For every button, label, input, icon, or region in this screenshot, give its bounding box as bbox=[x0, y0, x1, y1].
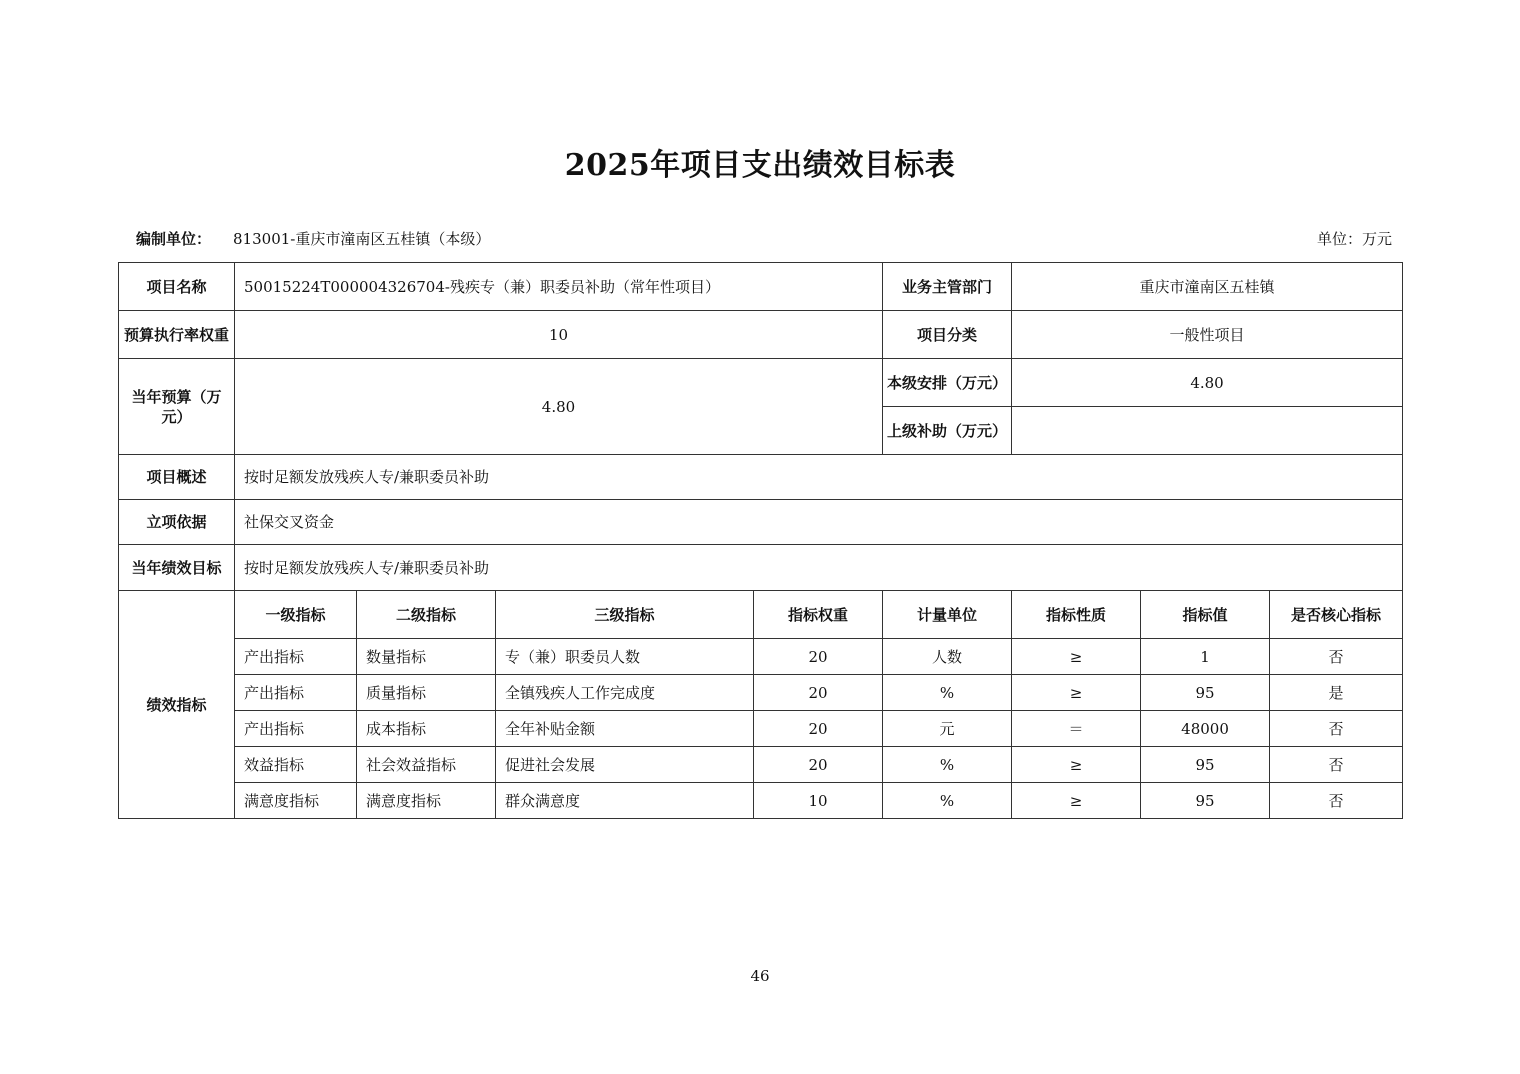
table-row bbox=[119, 675, 1403, 711]
performance-table bbox=[118, 262, 1403, 819]
row-overview bbox=[119, 455, 1403, 500]
dept-label: 业务主管部门 bbox=[883, 263, 1012, 311]
cell-nature: ≥ bbox=[1012, 639, 1141, 675]
cell-level1: 满意度指标 bbox=[235, 783, 357, 819]
upper-label: 上级补助（万元） bbox=[883, 407, 1012, 455]
header-nature: 指标性质 bbox=[1012, 591, 1141, 639]
cell-nature: ≥ bbox=[1012, 783, 1141, 819]
local-value: 4.80 bbox=[1012, 359, 1403, 407]
overview-value: 按时足额发放残疾人专/兼职委员补助 bbox=[235, 455, 1403, 500]
cell-weight: 20 bbox=[754, 711, 883, 747]
cell-level1: 产出指标 bbox=[235, 639, 357, 675]
dept-value: 重庆市潼南区五桂镇 bbox=[1012, 263, 1403, 311]
cell-value: 95 bbox=[1141, 747, 1270, 783]
table-row bbox=[119, 711, 1403, 747]
cell-core: 否 bbox=[1270, 747, 1403, 783]
compiling-unit bbox=[136, 228, 490, 249]
cell-core: 否 bbox=[1270, 711, 1403, 747]
cell-weight: 20 bbox=[754, 675, 883, 711]
cell-unit: 元 bbox=[883, 711, 1012, 747]
category-label: 项目分类 bbox=[883, 311, 1012, 359]
indicators-label: 绩效指标 bbox=[119, 591, 235, 819]
header-weight: 指标权重 bbox=[754, 591, 883, 639]
cell-unit: % bbox=[883, 675, 1012, 711]
cell-level2: 成本指标 bbox=[357, 711, 496, 747]
table-row bbox=[119, 747, 1403, 783]
cell-unit: % bbox=[883, 783, 1012, 819]
cell-core: 否 bbox=[1270, 639, 1403, 675]
cell-level2: 质量指标 bbox=[357, 675, 496, 711]
cell-level3: 全年补贴金额 bbox=[496, 711, 754, 747]
cell-level2: 满意度指标 bbox=[357, 783, 496, 819]
cell-weight: 10 bbox=[754, 783, 883, 819]
local-label: 本级安排（万元） bbox=[883, 359, 1012, 407]
budget-value: 4.80 bbox=[235, 359, 883, 455]
cell-core: 否 bbox=[1270, 783, 1403, 819]
project-name-label: 项目名称 bbox=[119, 263, 235, 311]
compiling-unit-value: 813001-重庆市潼南区五桂镇（本级） bbox=[233, 230, 491, 248]
row-basis bbox=[119, 500, 1403, 545]
cell-nature: ≥ bbox=[1012, 747, 1141, 783]
header-core: 是否核心指标 bbox=[1270, 591, 1403, 639]
cell-unit: % bbox=[883, 747, 1012, 783]
category-value: 一般性项目 bbox=[1012, 311, 1403, 359]
goal-label: 当年绩效目标 bbox=[119, 545, 235, 591]
cell-unit: 人数 bbox=[883, 639, 1012, 675]
upper-value bbox=[1012, 407, 1403, 455]
header-level2: 二级指标 bbox=[357, 591, 496, 639]
weight-value: 10 bbox=[235, 311, 883, 359]
basis-label: 立项依据 bbox=[119, 500, 235, 545]
row-goal bbox=[119, 545, 1403, 591]
header-value: 指标值 bbox=[1141, 591, 1270, 639]
goal-value: 按时足额发放残疾人专/兼职委员补助 bbox=[235, 545, 1403, 591]
cell-level1: 产出指标 bbox=[235, 675, 357, 711]
header-unit: 计量单位 bbox=[883, 591, 1012, 639]
cell-value: 48000 bbox=[1141, 711, 1270, 747]
cell-level1: 产出指标 bbox=[235, 711, 357, 747]
cell-level3: 全镇残疾人工作完成度 bbox=[496, 675, 754, 711]
table-row bbox=[119, 639, 1403, 675]
cell-weight: 20 bbox=[754, 639, 883, 675]
currency-unit: 单位：万元 bbox=[1316, 230, 1392, 248]
page-title: 2025年项目支出绩效目标表 bbox=[564, 148, 956, 183]
cell-level3: 群众满意度 bbox=[496, 783, 754, 819]
cell-value: 95 bbox=[1141, 783, 1270, 819]
table-row bbox=[119, 783, 1403, 819]
cell-nature: ≥ bbox=[1012, 675, 1141, 711]
header-level3: 三级指标 bbox=[496, 591, 754, 639]
cell-level3: 专（兼）职委员人数 bbox=[496, 639, 754, 675]
header-level1: 一级指标 bbox=[235, 591, 357, 639]
cell-level2: 社会效益指标 bbox=[357, 747, 496, 783]
cell-core: 是 bbox=[1270, 675, 1403, 711]
cell-level2: 数量指标 bbox=[357, 639, 496, 675]
cell-level1: 效益指标 bbox=[235, 747, 357, 783]
row-weight bbox=[119, 311, 1403, 359]
basis-value: 社保交叉资金 bbox=[235, 500, 1403, 545]
indicator-header-row bbox=[119, 591, 1403, 639]
project-name-value: 50015224T000004326704-残疾专（兼）职委员补助（常年性项目） bbox=[235, 263, 883, 311]
overview-label: 项目概述 bbox=[119, 455, 235, 500]
compiling-unit-label: 编制单位： bbox=[136, 230, 212, 248]
page-number: 46 bbox=[750, 967, 770, 985]
weight-label: 预算执行率权重 bbox=[119, 311, 235, 359]
row-budget bbox=[119, 359, 1403, 407]
budget-label: 当年预算（万元） bbox=[119, 359, 235, 455]
cell-weight: 20 bbox=[754, 747, 883, 783]
cell-level3: 促进社会发展 bbox=[496, 747, 754, 783]
cell-nature: ＝ bbox=[1012, 711, 1141, 747]
cell-value: 1 bbox=[1141, 639, 1270, 675]
row-project-name bbox=[119, 263, 1403, 311]
cell-value: 95 bbox=[1141, 675, 1270, 711]
